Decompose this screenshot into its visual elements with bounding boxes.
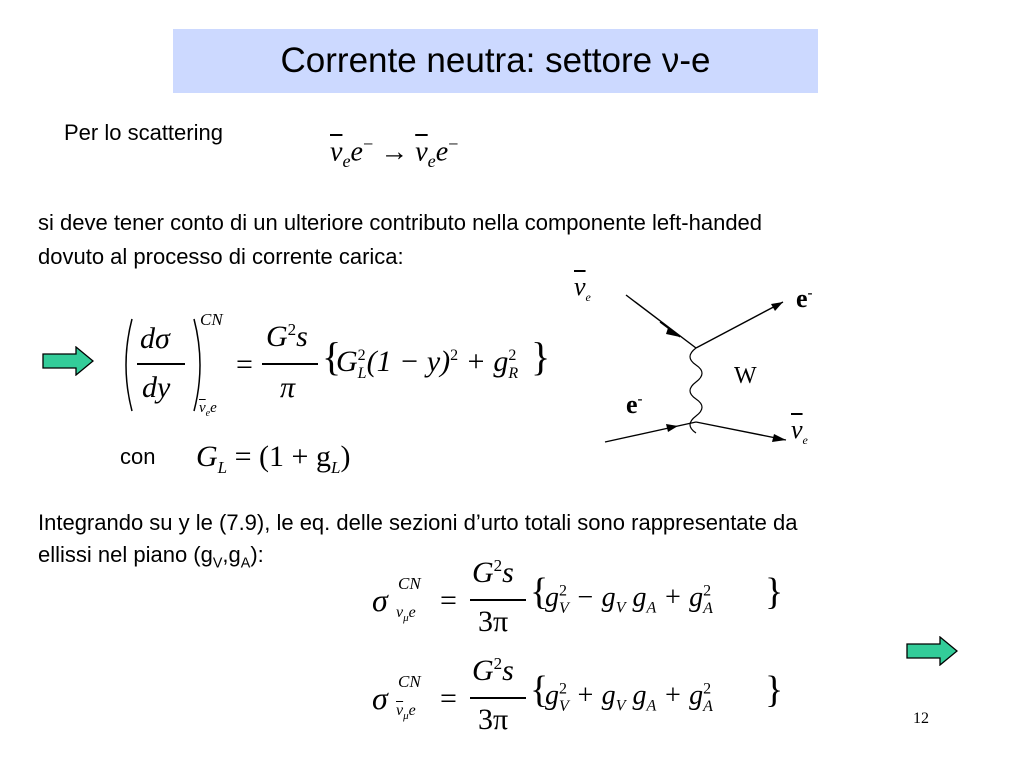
formula3-sub-mu: μ <box>403 710 409 723</box>
formula3-open-brace: { <box>530 669 549 711</box>
gl-def-sub2: L <box>330 458 341 477</box>
formula3-close-brace: } <box>765 669 784 711</box>
formula1-sub-e: e <box>210 400 217 416</box>
reaction-lhs-nu: $\overline{\nu}$ <box>330 136 343 168</box>
formula1-plus-gr: + g <box>465 345 509 378</box>
formula1-gr-sub: R <box>508 365 519 382</box>
paragraph2-comma: ,g <box>222 542 241 567</box>
diagram-incoming-e-line <box>605 422 696 442</box>
title-suffix: -e <box>679 41 711 80</box>
formula2-close-brace: } <box>765 571 784 613</box>
arrow-right-icon <box>906 636 958 666</box>
paragraph2-line1: Integrando su y le (7.9), le eq. delle sezioni d’urto totali sono rappresentate da <box>38 510 798 535</box>
paragraph1-line2: dovuto al processo di corrente carica: <box>38 244 404 269</box>
formula3-sigma: σ <box>372 680 388 716</box>
paragraph2-sub-a: A <box>240 555 251 572</box>
title-prefix: Corrente neutra: settore <box>280 41 662 80</box>
formula3-lhs <box>372 680 388 717</box>
gl-def-close: ) <box>340 440 351 473</box>
diagram-nu-bottom: $\overline{\nu}$ <box>791 415 803 444</box>
formula2-open-brace: { <box>530 571 549 613</box>
formula2-t3-sub: A <box>703 599 713 617</box>
formula2-t3-exp: 2 <box>703 582 712 600</box>
formula2-sub-mu: μ <box>403 612 409 625</box>
paragraph1-line1: si deve tener conto di un ulteriore contributo nella componente left-handed <box>38 210 763 235</box>
formula1-gl-exp: 2 <box>357 347 366 364</box>
formula3-t1-sub: V <box>559 697 569 715</box>
formula1-main-bar <box>262 363 318 365</box>
formula2-sub-nu: ν <box>396 604 404 621</box>
diagram-e-top-charge: - <box>807 285 813 302</box>
slide-title <box>281 41 711 81</box>
formula3-den: 3π <box>478 703 509 736</box>
formula1-brace-content <box>336 345 518 383</box>
gl-def-g: G <box>196 440 218 473</box>
formula1-subscript <box>199 400 217 419</box>
formula1-num-exp: 2 <box>287 320 297 339</box>
diagram-e-bottom-charge: - <box>637 391 643 408</box>
diagram-e-top: e <box>796 284 808 313</box>
formula2-den: 3π <box>478 605 509 638</box>
formula2-num-g: G <box>472 556 494 589</box>
formula3-sub-e: e <box>408 702 416 719</box>
diagram-e-bottom: e <box>626 390 638 419</box>
paragraph2-prefix: ellissi nel piano (g <box>38 542 213 567</box>
formula2-t2-mid: g <box>625 582 647 613</box>
page-number: 12 <box>913 710 929 727</box>
formula1-sub-e-small: e <box>205 408 211 419</box>
formula2-brace-content <box>545 582 713 618</box>
paragraph2-sub-v: V <box>212 555 223 572</box>
formula2-t2-sub1: V <box>615 599 626 617</box>
formula1-open-brace: { <box>322 334 342 379</box>
formula2-num-exp: 2 <box>493 556 503 575</box>
formula3-term1: g <box>545 680 559 711</box>
reaction-rhs-nu: $\overline{\nu}$ <box>415 136 428 168</box>
formula2-denominator <box>478 605 508 639</box>
formula1-factor-exp: 2 <box>450 347 459 364</box>
reaction-lhs-charge: − <box>362 134 374 154</box>
formula1-factor: (1 − y) <box>366 345 451 378</box>
diagram-w-boson-line <box>690 348 702 433</box>
formula3-sub-nu: $\overline{\nu}$ <box>396 702 404 719</box>
formula2-sup: CN <box>398 574 421 593</box>
gl-def-sub: L <box>217 458 228 477</box>
formula2-t2-sub2: A <box>646 599 657 617</box>
formula2-sub <box>396 604 416 624</box>
title-nu-symbol: ν <box>661 41 680 80</box>
formula3-numerator <box>472 654 514 688</box>
formula3-denominator <box>478 703 508 737</box>
formula1-fraction-bar <box>137 363 185 365</box>
reaction-rhs-charge: − <box>448 134 459 154</box>
diagram-nu-bottom-label <box>791 415 808 448</box>
formula2-sub-e: e <box>408 604 416 621</box>
formula3-sup: CN <box>398 672 421 691</box>
formula1-numerator <box>266 320 308 354</box>
paragraph2-suffix: ): <box>250 542 264 567</box>
formula2-t1-sub: V <box>559 599 569 617</box>
formula1-sub-nu: $\overline{\nu}$ <box>199 400 206 416</box>
formula3-t3-sub: A <box>703 697 713 715</box>
formula1-equals: = <box>236 348 253 381</box>
formula2-bar <box>470 599 526 601</box>
slide-title-box <box>173 29 818 93</box>
diagram-outgoing-nu-line <box>696 422 786 440</box>
formula1-gl-sub: L <box>357 365 367 382</box>
formula3-t2-mid: g <box>625 680 647 711</box>
formula2-sigma: σ <box>372 582 388 618</box>
formula2-lhs <box>372 582 388 619</box>
formula3-op2: + g <box>663 680 704 711</box>
formula3-brace-content <box>545 680 713 716</box>
feynman-diagram <box>600 280 820 460</box>
reaction-rhs-sub: e <box>427 150 436 171</box>
formula2-num-s: s <box>502 556 514 589</box>
formula3-num-exp: 2 <box>493 654 503 673</box>
formula2-t1-exp: 2 <box>559 582 567 600</box>
diagram-w-label: W <box>734 363 757 389</box>
intro-text: Per lo scattering <box>64 120 223 145</box>
formula1-close-brace: } <box>531 334 551 379</box>
formula1-denominator: π <box>280 371 296 404</box>
diagram-nu-top-label <box>574 272 591 305</box>
formula1-dy: dy <box>142 371 171 404</box>
formula1-num-g: G <box>266 320 288 353</box>
formula3-bar <box>470 697 526 699</box>
paragraph2-line2 <box>38 540 264 578</box>
arrow-right-icon <box>42 346 94 376</box>
formula2-op2: + g <box>663 582 704 613</box>
diagram-e-bottom-label <box>626 390 643 420</box>
formula1-superscript: CN <box>200 310 223 329</box>
formula3-equals: = <box>440 682 457 715</box>
formula3-num-s: s <box>502 654 514 687</box>
diagram-incoming-nu-line <box>626 295 696 348</box>
gl-def-rest: = (1 + g <box>234 440 331 473</box>
formula3-t2-sub2: A <box>646 697 657 715</box>
formula1-num-s: s <box>296 320 308 353</box>
diagram-nu-top-sub: e <box>585 290 591 305</box>
diagram-nu-top: $\overline{\nu}$ <box>574 272 586 301</box>
formula2-numerator <box>472 556 514 590</box>
diagram-e-top-label <box>796 284 813 314</box>
con-label: con <box>120 444 156 469</box>
reaction-lhs-electron: e <box>350 136 363 168</box>
reaction-rhs-electron: e <box>435 136 449 168</box>
diagram-nu-bottom-sub: e <box>802 433 808 448</box>
formula1-gr-exp: 2 <box>508 347 517 364</box>
gl-definition <box>196 440 350 478</box>
formula3-t2-sub1: V <box>615 697 626 715</box>
reaction-equation <box>330 134 458 172</box>
diagram-outgoing-e-line <box>696 302 783 348</box>
reaction-lhs-sub: e <box>342 150 351 171</box>
formula3-sub <box>396 702 416 722</box>
formula2-term1: g <box>545 582 559 613</box>
formula1-dsigma: dσ <box>140 322 170 355</box>
formula3-op1: + g <box>575 680 616 711</box>
formula3-t1-exp: 2 <box>559 680 567 698</box>
reaction-arrow: → <box>380 136 409 168</box>
formula3-t3-exp: 2 <box>703 680 712 698</box>
formula1-gl: G <box>336 345 358 378</box>
formula2-equals: = <box>440 584 457 617</box>
formula2-op1: − g <box>575 582 616 613</box>
formula3-num-g: G <box>472 654 494 687</box>
